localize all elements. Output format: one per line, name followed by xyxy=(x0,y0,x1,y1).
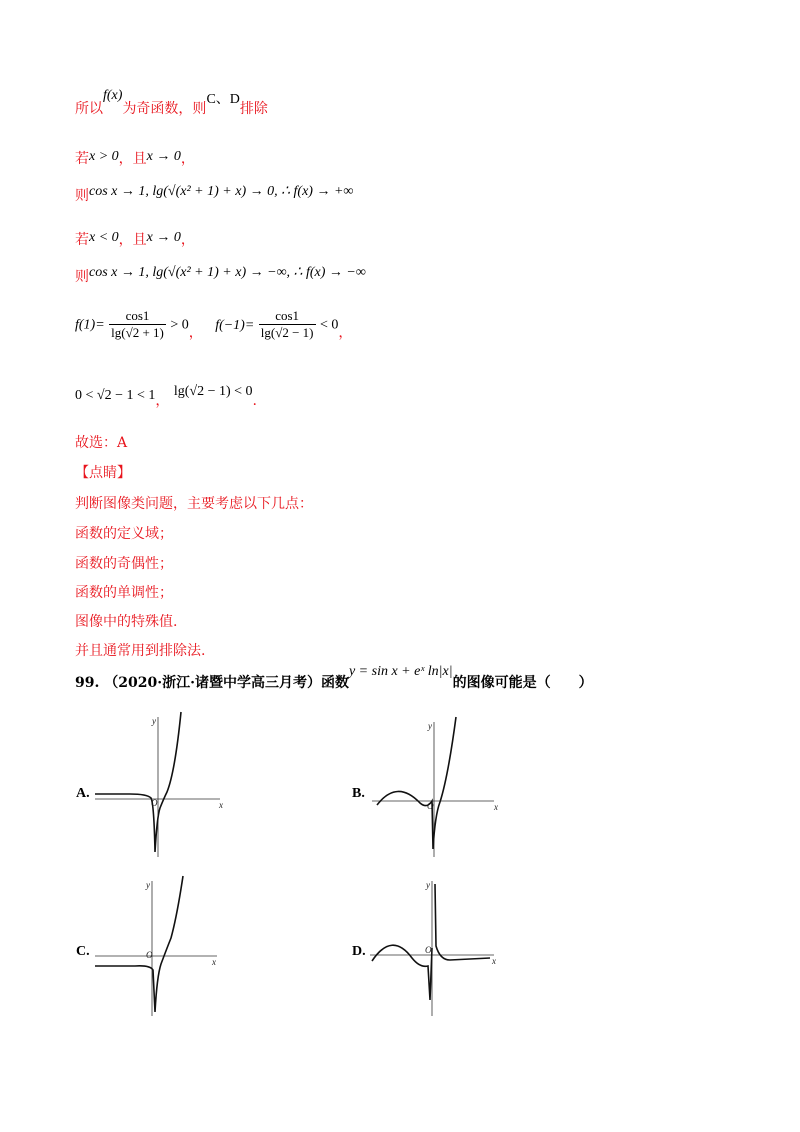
text: 排除 xyxy=(239,101,268,117)
math: x → 0 xyxy=(146,149,181,164)
math: lg(√2 − 1) < 0 xyxy=(173,384,253,399)
x-axis-label: x xyxy=(492,956,496,966)
math: f(−1)= xyxy=(215,317,255,333)
solution-line-odd-function xyxy=(75,88,268,118)
options-cd: C、D xyxy=(206,92,240,107)
tips-heading: 【点睛】 xyxy=(75,465,131,481)
math: x < 0 xyxy=(89,230,119,245)
denominator: lg(√2 + 1) xyxy=(111,325,164,340)
solution-line-fractions xyxy=(75,308,352,341)
text: 若 xyxy=(75,151,89,167)
option-d-label[interactable]: D. xyxy=(352,944,366,959)
tips-item-parity: 函数的奇偶性； xyxy=(75,556,173,572)
origin-label: O xyxy=(151,798,158,808)
option-a-label[interactable]: A. xyxy=(76,786,90,801)
math: < 0 xyxy=(319,317,339,333)
origin-label: O xyxy=(427,801,434,811)
math: x → 0 xyxy=(146,230,181,245)
question-tail: 的图像可能是（ ） xyxy=(452,675,593,691)
tips-item-special-values: 图像中的特殊值. xyxy=(75,614,178,630)
curve xyxy=(95,712,181,852)
origin-label: O xyxy=(146,950,153,960)
answer-line: 故选：A xyxy=(75,435,128,451)
text: ， xyxy=(180,232,195,248)
x-axis-label: x xyxy=(212,957,216,967)
option-b-label[interactable]: B. xyxy=(352,786,365,801)
tips-item-domain: 函数的定义域； xyxy=(75,526,173,542)
x-axis-label: x xyxy=(494,802,498,812)
option-c-graph[interactable] xyxy=(95,876,225,1016)
origin-label: O xyxy=(425,945,432,955)
question-source: （2020·浙江·诸暨中学高三月考）函数 xyxy=(104,675,349,691)
solution-line-x-positive xyxy=(75,148,195,168)
fraction-f1 xyxy=(109,308,166,341)
text: ， xyxy=(338,324,353,341)
solution-line-inequality xyxy=(75,384,257,409)
math: f(1)= xyxy=(75,317,105,333)
solution-line-limit-negative xyxy=(75,266,366,286)
math: 0 < √2 − 1 < 1 xyxy=(75,388,156,403)
option-a-graph[interactable] xyxy=(95,712,230,857)
question-99 xyxy=(75,664,593,692)
fraction-f-1 xyxy=(259,308,316,341)
math: cos x → 1, lg(√(x² + 1) + x) → −∞, ∴ f(x) → −∞ xyxy=(89,265,366,280)
math: > 0 xyxy=(170,317,189,333)
y-axis-label: y xyxy=(146,880,150,890)
numerator: cos1 xyxy=(109,308,166,325)
text: 为奇函数，则 xyxy=(122,101,207,117)
y-axis-label: y xyxy=(152,716,156,726)
text: ， xyxy=(188,324,203,341)
question-formula: y = sin x + eˣ ln|x| xyxy=(348,664,453,679)
text: 则 xyxy=(75,269,89,285)
x-axis-label: x xyxy=(219,800,223,810)
y-axis-label: y xyxy=(428,721,432,731)
text: . xyxy=(252,393,257,409)
math-fx: f(x) xyxy=(103,88,123,103)
text: ， xyxy=(180,151,195,167)
tips-item-monotonic: 函数的单调性； xyxy=(75,585,173,601)
curve xyxy=(377,717,456,849)
question-number: 99. xyxy=(75,675,100,691)
option-b-graph[interactable] xyxy=(372,717,502,857)
curve-right xyxy=(435,884,490,960)
solution-line-x-negative xyxy=(75,229,195,249)
tips-item-elimination: 并且通常用到排除法. xyxy=(75,643,206,659)
curve-left xyxy=(372,945,432,1000)
numerator: cos1 xyxy=(259,308,316,325)
math: cos x → 1, lg(√(x² + 1) + x) → 0, ∴ f(x) → +∞ xyxy=(89,184,354,199)
solution-line-limit-positive xyxy=(75,185,353,205)
text: ， xyxy=(155,393,170,409)
curve xyxy=(95,876,183,1012)
option-c-label[interactable]: C. xyxy=(76,944,90,959)
y-axis-label: y xyxy=(426,880,430,890)
math: x > 0 xyxy=(89,149,119,164)
text: ，且 xyxy=(118,232,147,248)
text: ，且 xyxy=(118,151,147,167)
text: 则 xyxy=(75,188,89,204)
tips-intro: 判断图像类问题，主要考虑以下几点： xyxy=(75,496,313,512)
option-d-graph[interactable] xyxy=(370,876,500,1016)
text: 所以 xyxy=(75,101,103,117)
denominator: lg(√2 − 1) xyxy=(260,325,314,340)
text: 若 xyxy=(75,232,89,248)
